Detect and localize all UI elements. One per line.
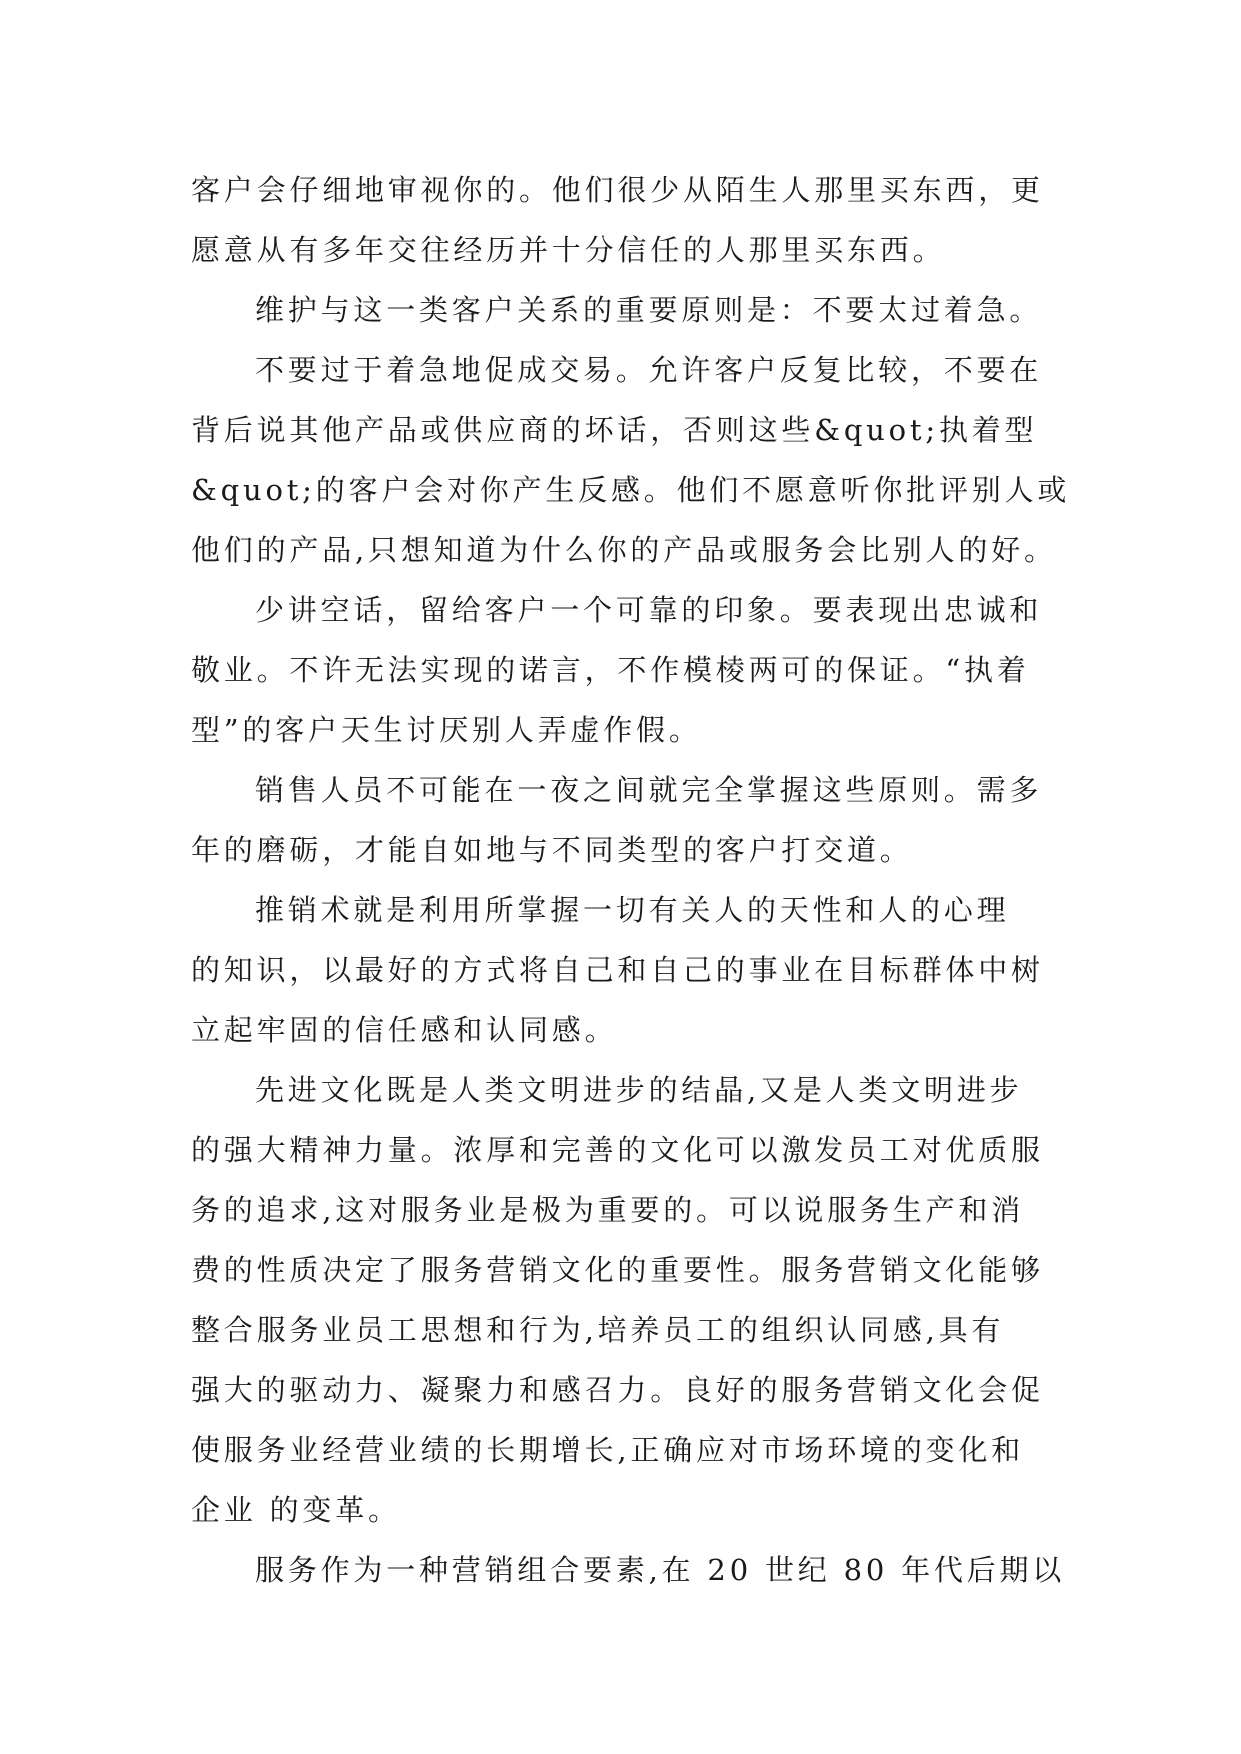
- text-line: 的强大精神力量。浓厚和完善的文化可以激发员工对优质服: [191, 1133, 1044, 1167]
- text-line: 费的性质决定了服务营销文化的重要性。服务营销文化能够: [191, 1253, 1044, 1287]
- text-line: 务的追求,这对服务业是极为重要的。可以说服务生产和消: [191, 1193, 1025, 1227]
- paragraph-start-line: 维护与这一类客户关系的重要原则是：不要太过着急。: [255, 293, 1043, 327]
- paragraph-start-line: 销售人员不可能在一夜之间就完全掌握这些原则。需多: [255, 773, 1043, 807]
- text-line: 愿意从有多年交往经历并十分信任的人那里买东西。: [191, 233, 946, 267]
- text-line: 企业 的变革。: [191, 1493, 401, 1527]
- text-line: 敬业。不许无法实现的诺言，不作模棱两可的保证。“执着: [191, 653, 1030, 687]
- text-line: 他们的产品,只想知道为什么你的产品或服务会比别人的好。: [191, 533, 1057, 567]
- paragraph-start-line: 不要过于着急地促成交易。允许客户反复比较，不要在: [255, 353, 1043, 387]
- text-line: 使服务业经营业绩的长期增长,正确应对市场环境的变化和: [191, 1433, 1025, 1467]
- text-line: 型”的客户天生讨厌别人弄虚作假。: [191, 713, 702, 747]
- text-line: 的知识，以最好的方式将自己和自己的事业在目标群体中树: [191, 953, 1044, 987]
- text-line: 立起牢固的信任感和认同感。: [191, 1013, 618, 1047]
- paragraph-start-line: 推销术就是利用所掌握一切有关人的天性和人的心理: [255, 893, 1010, 927]
- text-line: &quot;的客户会对你产生反感。他们不愿意听你批评别人或: [191, 473, 1071, 507]
- text-line: 背后说其他产品或供应商的坏话，否则这些&quot;执着型: [191, 413, 1038, 447]
- text-line: 整合服务业员工思想和行为,培养员工的组织认同感,具有: [191, 1313, 1005, 1347]
- paragraph-start-line: 服务作为一种营销组合要素,在 20 世纪 80 年代后期以: [255, 1553, 1066, 1587]
- text-line: 强大的驱动力、凝聚力和感召力。良好的服务营销文化会促: [191, 1373, 1044, 1407]
- text-line: 客户会仔细地审视你的。他们很少从陌生人那里买东西，更: [191, 173, 1044, 207]
- paragraph-start-line: 先进文化既是人类文明进步的结晶,又是人类文明进步: [255, 1073, 1023, 1107]
- text-line: 年的磨砺，才能自如地与不同类型的客户打交道。: [191, 833, 913, 867]
- body-text: [191, 160, 1071, 1600]
- paragraph-start-line: 少讲空话，留给客户一个可靠的印象。要表现出忠诚和: [255, 593, 1043, 627]
